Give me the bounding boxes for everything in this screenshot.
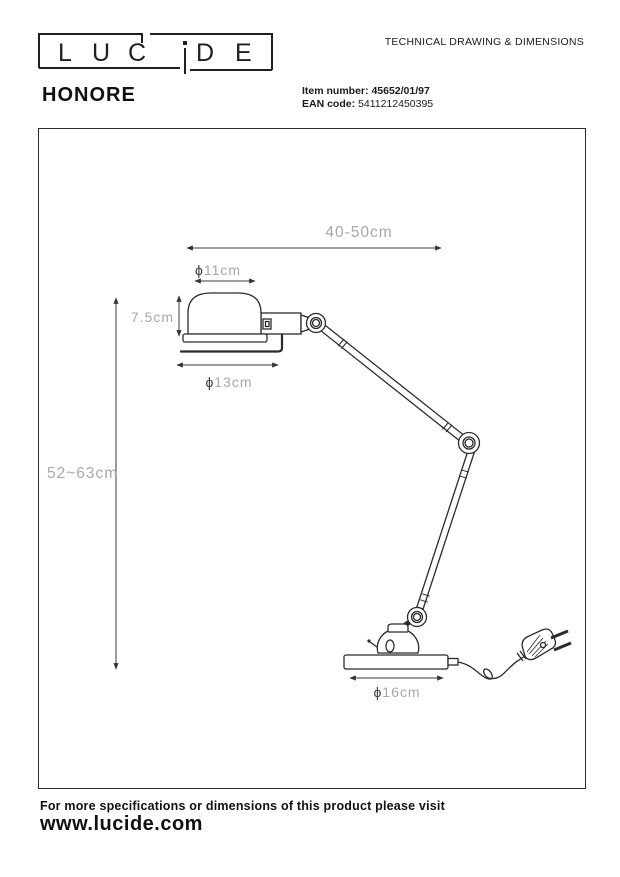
lamp-shade-dome [188, 293, 261, 334]
lamp-head-housing [261, 313, 301, 334]
dimension-value: 13cm [214, 374, 253, 390]
dimension-height-range [47, 298, 118, 669]
lower-arm [417, 451, 474, 609]
logo-letter: D [196, 39, 215, 67]
lamp-head [181, 293, 310, 352]
logo-letter-i-dot [183, 41, 187, 45]
plug-pin [551, 631, 568, 638]
drawing-frame [38, 128, 586, 789]
ean-value: 5411212450395 [358, 98, 434, 110]
lamp-technical-drawing [39, 129, 584, 787]
ean-row [302, 98, 433, 111]
cord-outlet-stub [448, 659, 458, 666]
upper-arm [321, 325, 465, 441]
diameter-symbol: ϕ [373, 684, 383, 700]
lamp-shade-rim [183, 334, 267, 342]
item-number-row [302, 85, 433, 98]
power-cord [448, 629, 571, 679]
product-name: HONORE [42, 84, 136, 106]
logo-letter: E [235, 39, 252, 67]
base-bell-mount [377, 624, 418, 653]
website-link[interactable]: www.lucide.com [40, 813, 203, 835]
plug-pin [554, 643, 571, 650]
lucide-logo [38, 33, 273, 75]
dimension-label-height: 52~63cm [47, 465, 119, 482]
document-title: TECHNICAL DRAWING & DIMENSIONS [384, 36, 584, 48]
cord-coil [458, 656, 525, 679]
dimension-base [350, 678, 443, 700]
dimension-value: 11cm [203, 262, 242, 278]
dimension-label-shade-top [195, 262, 241, 278]
logo-letter: C [128, 39, 147, 67]
lamp-joints [307, 314, 480, 627]
base-switch-knob [367, 639, 370, 642]
dimension-label-shade-rim [205, 374, 252, 390]
logo-letter: L [58, 39, 72, 67]
dimension-shade-top [195, 262, 255, 281]
lamp-base [344, 620, 448, 669]
ean-label: EAN code: [302, 98, 356, 110]
diameter-symbol: ϕ [205, 374, 215, 390]
dimension-shade-height [131, 296, 179, 336]
lucide-logo-graphic [38, 33, 273, 75]
logo-letter: U [92, 39, 111, 67]
logo-box-left-top [39, 34, 142, 68]
dimension-width-range [187, 224, 441, 248]
product-codes [302, 85, 433, 111]
lower-joint [408, 608, 427, 627]
plug-body [522, 629, 555, 660]
dimension-label-base [373, 684, 420, 700]
item-number-label: Item number: [302, 85, 369, 97]
dimension-shade-rim [177, 365, 278, 390]
footer-note: For more specifications or dimensions of this product please visit [40, 799, 445, 813]
upper-joint [307, 314, 326, 333]
plug-screw [541, 643, 546, 648]
dimension-value: 16cm [382, 684, 421, 700]
dimension-label-width: 40-50cm [325, 224, 393, 241]
lamp-arms [321, 325, 474, 609]
dimension-label-shade-height: 7.5cm [130, 309, 174, 325]
middle-joint [459, 433, 480, 454]
base-plate [344, 655, 448, 669]
diameter-symbol: ϕ [195, 262, 204, 278]
item-number-value: 45652/01/97 [371, 85, 430, 97]
base-switch-lever [370, 642, 377, 647]
